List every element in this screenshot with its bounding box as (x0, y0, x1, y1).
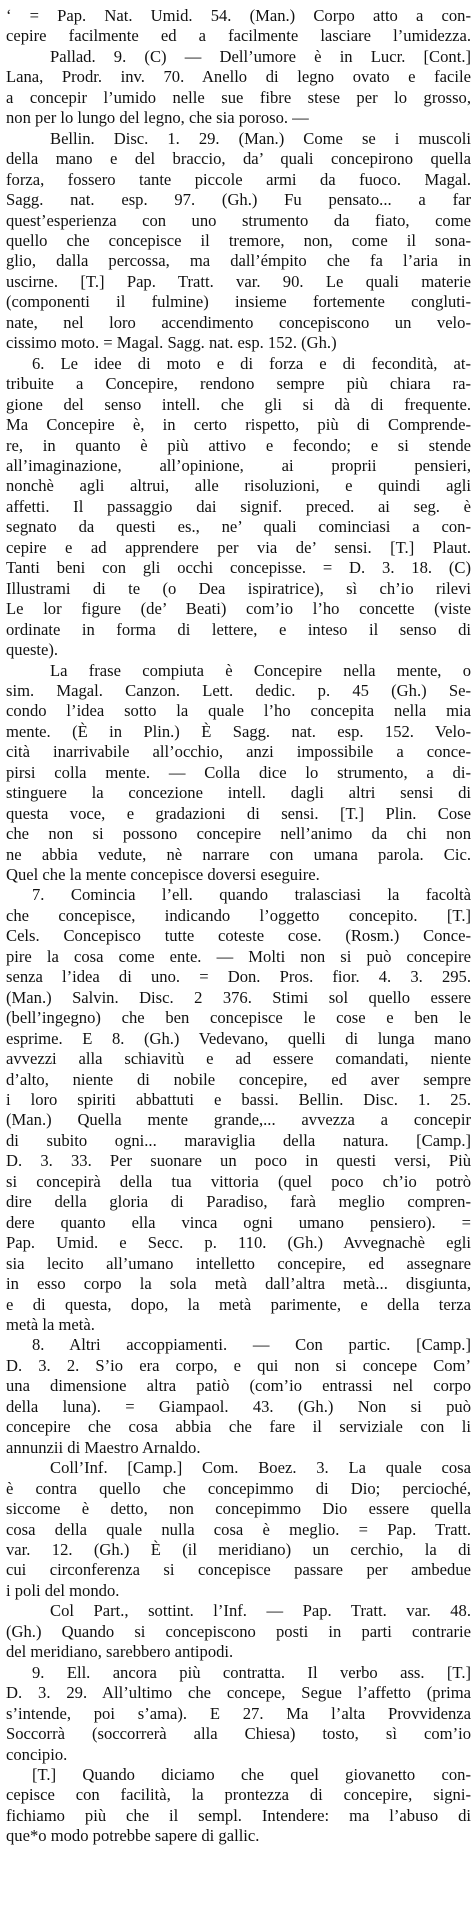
text-line: concepire che cosa abbia che fare il serviziale con li (6, 1417, 471, 1437)
text-line: que*o modo potrebbe sapere di gallic. (6, 1826, 260, 1846)
text-line: nonchè agli altrui, alle risoluzioni, e quindi agli (6, 476, 471, 496)
text-line: glio, dalla percossa, ma dall’émpito che fa l’aria in (6, 251, 471, 271)
text-line: a concepir l’umido nelle sue fibre stese per lo grosso, (6, 87, 471, 107)
text-line: quest’esperienza con uno strumento da fiato, come (6, 210, 471, 230)
text-line: (Man.) Salvin. Disc. 2 376. Stimi sol quello essere (6, 987, 471, 1007)
text-line: Pap. Umid. e Secc. p. 110. (Gh.) Avvegnachè egli (6, 1233, 471, 1253)
text-line: è contra quello che concepimmo di Dio; percioché, (6, 1478, 471, 1498)
text-line: i loro spiriti abbattuti e bassi. Bellin. Disc. 1. 25. (6, 1090, 471, 1110)
text-line: gione del senso intell. che gli si dà di frequente. (6, 394, 471, 414)
text-line: segnato da questi es., ne’ quali cominciasi a con- (6, 517, 471, 537)
text-line: re, in quanto è più attivo e fecondo; e si stende (6, 435, 471, 455)
text-line: metà la metà. (6, 1315, 95, 1334)
text-line: forza, fossero tante piccole armi da fuoco. Magal. (6, 169, 471, 189)
text-line: del meridiano, sarebbero antipodi. (6, 1642, 234, 1662)
text-line: di subito ogni... maraviglia della natura. [Camp.] (6, 1130, 471, 1150)
text-line: ‘ = Pap. Nat. Umid. 54. (Man.) Corpo atto a con- (6, 6, 471, 25)
text-line: mente. (È in Plin.) È Sagg. nat. esp. 152. Velo- (6, 721, 471, 741)
text-line: esprime. E 8. (Gh.) Vedevano, quelli di lunga mano (6, 1028, 471, 1048)
text-line: Tanti beni con gli occhi concepisse. = D. 3. 18. (C) (6, 558, 471, 578)
text-line: siccome è detto, non concepimmo Dio essere quella (6, 1499, 471, 1519)
text-line: Col Part., sottint. l’Inf. — Pap. Tratt. var. 48. (50, 1601, 471, 1621)
text-line: dere quanto ella vinca ogni umano pensiero). = (6, 1212, 471, 1232)
text-line: var. 12. (Gh.) È (il meridiano) un cerchio, la di (6, 1539, 471, 1559)
text-line: cosa della quale nulla cosa è meglio. = Pap. Tratt. (6, 1519, 471, 1539)
text-line: che concepisce, indicando l’oggetto concepito. [T.] (6, 905, 471, 925)
text-line: questa voce, e gradazioni di sensi. [T.] Plin. Cose (6, 803, 471, 823)
text-line: (Man.) Quella mente grande,... avvezza a concepir (6, 1110, 471, 1130)
text-line: nate, nel loro accendimento concepiscono un velo- (6, 312, 471, 332)
text-line: non per lo lungo del legno, che sia poroso. — (6, 108, 309, 128)
text-line: Le lor figure (de’ Beati) com’io l’ho concette (viste (6, 599, 471, 619)
text-line: all’imaginazione, all’opinione, ai proprii pensieri, (6, 455, 471, 475)
text-line: cissimo moto. = Magal. Sagg. nat. esp. 152. (Gh.) (6, 333, 337, 353)
text-line: cepisce con facilità, la prontezza di concepire, signi- (6, 1785, 471, 1805)
text-line: 8. Altri accoppiamenti. — Con partic. [Camp.] (32, 1335, 471, 1355)
text-line: Lana, Prodr. inv. 70. Anello di legno ovato e facile (6, 67, 471, 87)
text-line: dire della gloria di Paradiso, farà meglio compren- (6, 1192, 471, 1212)
text-line: sia lecito all’umano intelletto concepire, ed assegnare (6, 1253, 471, 1273)
text-line: s’intende, poi s’ama). E 27. Ma l’alta Provvidenza (6, 1703, 471, 1723)
text-line: ordinate in forma di lettere, e inteso il senso di (6, 619, 471, 639)
text-line: 9. Ell. ancora più contratta. Il verbo ass. [T.] (32, 1662, 471, 1682)
text-line: affetti. Il passaggio dai signif. preced. ai seg. è (6, 496, 471, 516)
text-line: La frase compiuta è Concepire nella mente, o (50, 660, 471, 680)
text-line: Ma Concepire è, in certo rispetto, più di Comprende- (6, 415, 471, 435)
text-line: senza l’idea di uno. = Don. Pros. fior. 4. 3. 295. (6, 967, 471, 987)
text-line: [T.] Quando diciamo che quel giovanetto con- (32, 1764, 471, 1784)
text-line: stinguere la concezione intell. dagli altri sensi di (6, 783, 471, 803)
text-line: della luna). = Giampaol. 43. (Gh.) Non si può (6, 1396, 471, 1416)
text-line: Quel che la mente concepisce doversi eseguire. (6, 865, 320, 885)
text-line: in esso corpo la sola metà dall’altra metà... disgiunta, (6, 1274, 471, 1294)
text-line: 7. Comincia l’ell. quando tralasciasi la facoltà (32, 885, 471, 905)
text-line: una dimensione altra patiò (com’io entrassi nel corpo (6, 1376, 471, 1396)
text-line: tribuite a Concepire, rendono sempre più chiara ra- (6, 374, 471, 394)
text-line: cepire facilmente ed a facilmente lasciare l’umidezza. (6, 26, 471, 46)
text-line: Coll’Inf. [Camp.] Com. Boez. 3. La quale cosa (50, 1458, 471, 1478)
text-line: Cels. Concepisco tutte coteste cose. (Rosm.) Conce- (6, 926, 471, 946)
text-line: sim. Magal. Canzon. Lett. dedic. p. 45 (Gh.) Se- (6, 680, 471, 700)
text-line: pire la cosa come ente. — Molti non si può concepire (6, 946, 471, 966)
text-line: Soccorrà (soccorrerà alla Chiesa) tosto, sì com’io (6, 1724, 471, 1744)
text-line: uscirne. [T.] Pap. Tratt. var. 90. Le quali materie (6, 271, 471, 291)
text-line: Illustrami di te (o Dea ispiratrice), sì ch’io rilevi (6, 578, 471, 598)
text-line: d’alto, niente di nobile concepire, ed aver sempre (6, 1069, 471, 1089)
text-line: condo l’idea sotto la quale l’ho concepita nella mia (6, 701, 471, 721)
text-line: cui circonferenza si concepisce passare per ambedue (6, 1560, 471, 1580)
text-line: e di questa, dopo, la metà parimente, e della terza (6, 1294, 471, 1314)
text-line: (componenti il fulmine) insieme fortemente congluti- (6, 292, 471, 312)
text-line: D. 3. 29. All’ultimo che concepe, Segue l’affetto (prima (6, 1683, 471, 1703)
text-line: cepire e ad apprendere per via de’ sensi. [T.] Plaut. (6, 537, 471, 557)
text-line: della mano e del braccio, da’ quali concepirono quella (6, 149, 471, 169)
text-line: che non si possono concepire nell’animo da chi non (6, 824, 471, 844)
text-line: queste). (6, 640, 59, 660)
text-line: cità inarrivabile all’occhio, anzi impossibile a conce- (6, 742, 471, 762)
text-line: 6. Le idee di moto e di forza e di fecondità, at- (32, 353, 471, 373)
text-line: annunzii di Maestro Arnaldo. (6, 1437, 201, 1457)
text-line: Sagg. nat. esp. 97. (Gh.) Fu pensato... a far (6, 190, 471, 210)
text-line: (Gh.) Quando si concepiscono posti in parti contrarie (6, 1621, 471, 1641)
text-line: (bell’ingegno) che ben concepisce le cose e ben le (6, 1008, 471, 1028)
text-line: D. 3. 2. S’io era corpo, e qui non si concepe Com’ (6, 1355, 471, 1375)
text-line: D. 3. 33. Per suonare un poco in questi versi, Più (6, 1151, 471, 1171)
text-line: Pallad. 9. (C) — Dell’umore è in Lucr. [Cont.] (50, 46, 471, 66)
text-line: concipio. (6, 1744, 68, 1764)
text-line: ne abbia vedute, nè narrare con umana parola. Cic. (6, 844, 471, 864)
text-line: quello che concepisce il tremore, non, come il sona- (6, 230, 471, 250)
text-line: fichiamo più che il sempl. Intendere: ma l’abuso di (6, 1805, 471, 1825)
text-line: Bellin. Disc. 1. 29. (Man.) Come se i muscoli (50, 128, 471, 148)
text-line: si concepirà della tua vittoria (quel poco ch’io potrò (6, 1171, 471, 1191)
text-line: avvezzi alla schiavitù e ad essere comandati, niente (6, 1049, 471, 1069)
text-line: pirsi colla mente. — Colla dice lo strumento, a di- (6, 762, 471, 782)
text-line: i poli del mondo. (6, 1580, 120, 1600)
